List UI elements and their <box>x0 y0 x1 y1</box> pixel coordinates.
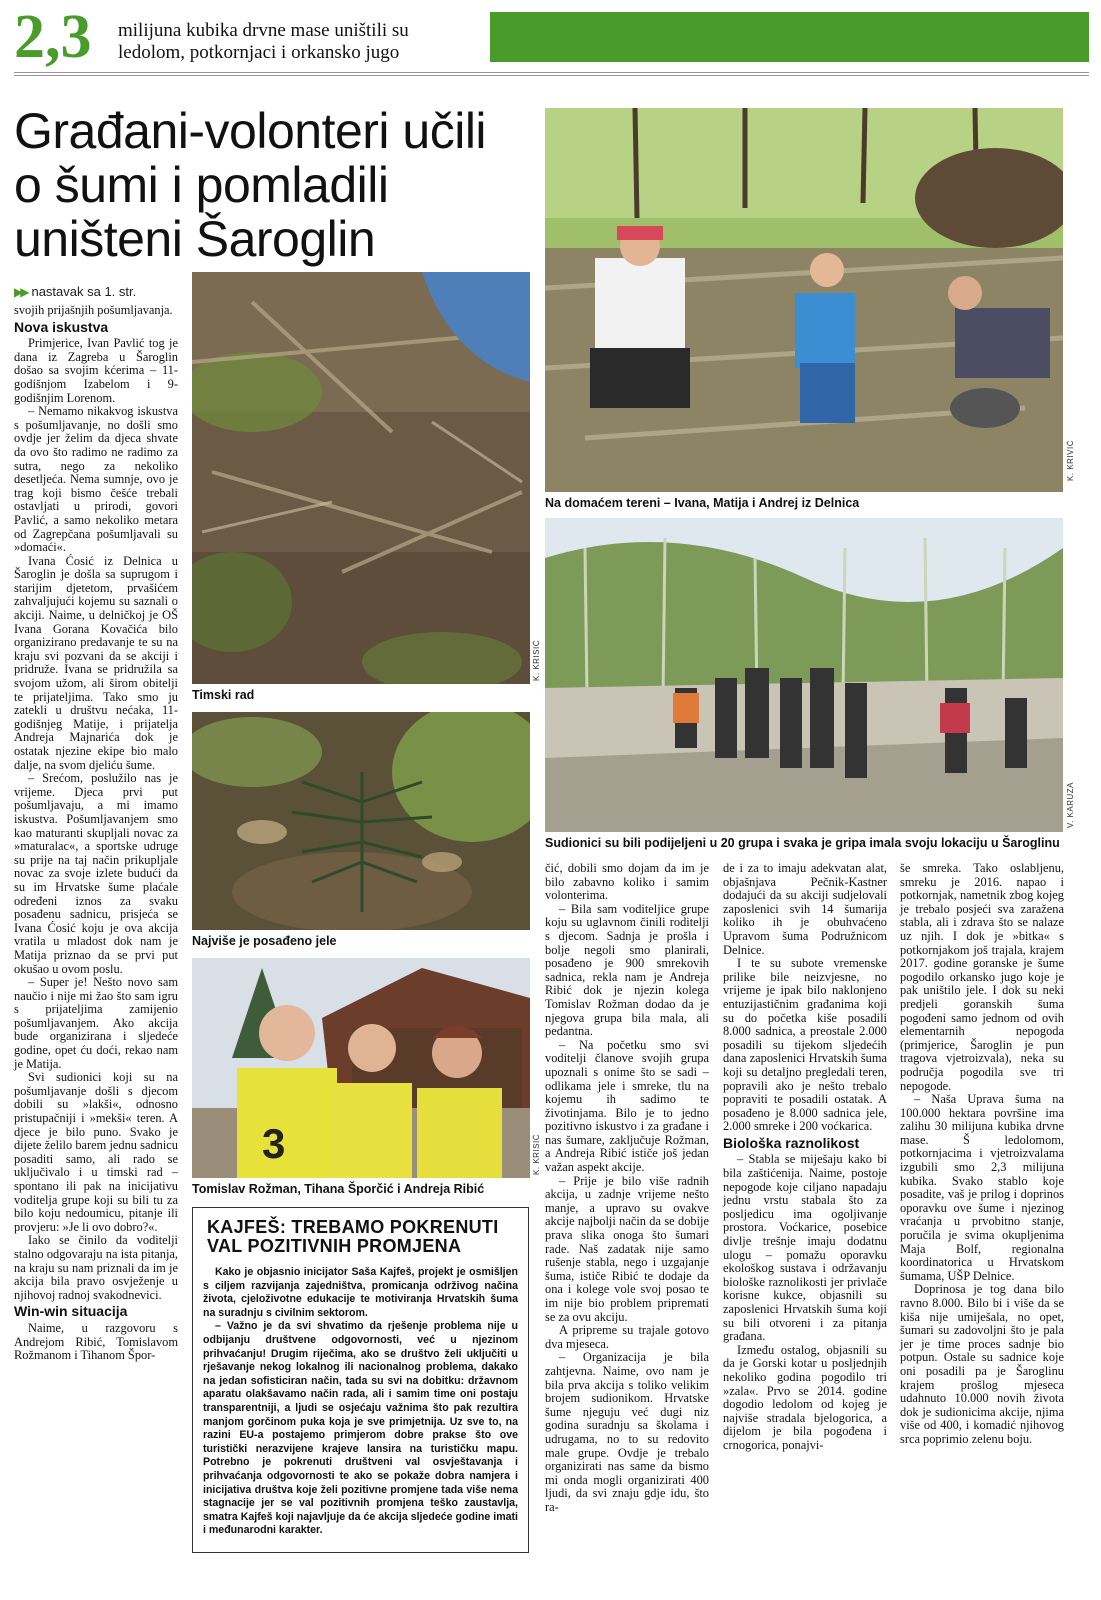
article-column-1 <box>14 304 178 1363</box>
svg-text:3: 3 <box>262 1120 286 1167</box>
photo-teamwork <box>192 272 530 684</box>
caption-participants: Sudionici su bili podijeljeni u 20 grupa i svaka je gripa imala svoju lokaciju u Šaroglinu <box>545 836 1060 850</box>
paragraph: Kako je objasnio inicijator Saša Kajfeš, projekt je osmišljen s ciljem razvijanja zajedništva, promicanja održivog načina života, cjeloživotne edukacije te motiviranja Hrvatskih šuma na suradnju s civilnim sektorom. <box>203 1266 518 1319</box>
caption-teamwork: Timski rad <box>192 688 255 702</box>
continued-label: nastavak sa 1. str. <box>31 284 137 299</box>
paragraph: Primjerice, Ivan Pavlić tog je dana iz Zagreba u Šaroglin došao sa svojim kćerima – 11-godišnjom Izabelom i 9-godišnjim Lorenom. <box>14 336 178 405</box>
paragraph: – Prije je bilo više radnih akcija, u zadnje vrijeme nešto manje, a upravo su ovakve akcije najbolji način da se dobije prava slika onoga što šumari rade. Naš zadatak nije samo rušenje stabla, nego i uzgajanje šuma, ističe Ribić te dodaje da ona i kolege vole svoj posao te im nije bio problem pripremati se za ovu akciju. <box>545 1173 709 1324</box>
paragraph: – Stabla se miješaju kako bi bila zaštićenija. Naime, postoje nepogode koje ciljano napadaju jednu vrstu stabala što za posljedicu ima ogoljivanje prostora. Voćkarice, posebice divlje trešnje imaju dodatnu ulogu – pomažu oporavku ekološkog sustava i održavanju biološke raznolikosti jer privlače korisne kukce, objasnili su zaposlenici Hrvatskih šuma koji su bili otvoreni i za pitanja građana. <box>723 1152 887 1344</box>
photo-volunteers-planting <box>545 108 1063 492</box>
paragraph: de i za to imaju adekvatan alat, objašnjava Pečnik-Kastner dodajući da su akciji sudjelovali zaposlenici svih 14 šumarija koliko ih je obuhvaćeno Upravom šuma Podružnicom Delnice. <box>723 861 887 957</box>
box-title-line: VAL POZITIVNIH PROMJENA <box>207 1236 462 1256</box>
paragraph: – Srećom, poslužilo nas je vrijeme. Djeca prvi put pošumljavaju, a mi imamo iskustva. Pošumljavanjem smo kao maturanti skupljali novac za »maturalac«, a sportske udruge su prije na taj način prikupljale novac za svoje izlete budući da su im Hrvatske šume plaćale određeni iznos za svaku posađenu sadnicu, prisjeća se Ivana Ćosić koju je ova akcija vratila u mladost dok nam je Matija priznao da se prvi put okušao u ovom poslu. <box>14 771 178 976</box>
headline-number-subtitle <box>118 20 478 64</box>
article-column-5 <box>900 862 1064 1447</box>
paragraph: A pripreme su trajale gotovo dva mjeseca. <box>545 1323 709 1351</box>
headline-line: o šumi i pomladili <box>14 157 389 213</box>
photo-credit: K. KRIVIĆ <box>1066 440 1075 481</box>
continued-from <box>14 284 136 299</box>
caption-people: Tomislav Rožman, Tihana Šporčić i Andreja Ribić <box>192 1182 485 1196</box>
subheading: Biološka raznolikost <box>723 1134 860 1151</box>
paragraph: – Važno je da svi shvatimo da rješenje problema nije u odbijanju društvene odgovornosti, već u njezinom prihvaćanju! Drugim riječima, ako se društvo želi uključiti u rješavanje nekog lokalnog ili nacionalnog problema, dakako na jedan sofisticiran način, tada su svi na dobitku: državnom aparatu olakšavamo način rada, ali i samim time oni postaju transparentniji, a ljudi se osjećaju važnima što pak rezultira manjom gorčinom puka koja je sve primjetnija. Uz sve to, na razini EU-a postajemo primjerom dobre prakse što ove turistički nerazvijene krajeve lansira na turističku mapu. Potrebno je pokrenuti društveni val osvještavanja i prihvaćanja odgovornosti te ako se pokaže dobra namjera i inicijativa društva koje želi pozitivne promjene tada više nema stagnacije jer se val pozitivnih promjena teško zaustavlja, smatra Kajfeš koji najavljuje da će akcija sljedeće godine imati i međunarodni karakter. <box>203 1320 518 1537</box>
paragraph: Iako se činilo da voditelji stalno odgovaraju na ista pitanja, na kraju su nam priznali da im je akcija bila pravo osvježenje u njihovoj radnoj svakodnevici. <box>14 1233 178 1302</box>
headline-line: Građani-volonteri učili <box>14 103 487 159</box>
paragraph: Svi sudionici koji su na pošumljavanje došli s djecom dobili su »lakši«, odnosno pristupačniji i »mekši« teren. A djece je bilo puno. Svako je dijete želilo barem jednu sadnicu posaditi samo, ali rado se uključivalo i u timski rad – spontano ili pak na inicijativu voditelja grupe koji su bili tu za bilo koju nedoumicu, pitanje ili provjeru: »Je li ovo dobro?«. <box>14 1070 178 1234</box>
paragraph: – Naša Uprava šuma na 100.000 hektara površine ima zalihu 30 milijuna kubika drvne mase. Š ledolomom, potkornjacima i vjetroizvalama izgubili smo 2,3 milijuna kubika. Svako stablo koje posadite, vaš je prilog i doprinos oporavku ove šume i njezinog vraćanja u prvobitno stanje, poručila je svima okupljenima Maja Bolf, regionalna koordinatorica u Hrvatskom šumama, UŠP Delnice. <box>900 1092 1064 1283</box>
caption-fir: Najviše je posađeno jele <box>192 934 337 948</box>
paragraph: – Nemamo nikakvog iskustva s pošumljavanje, no došli smo ovdje jer želim da djeca shvate da ovo što radimo ne radimo za sutra, nego za nekoliko desetljeća. Nema sumnje, ovo je trag koji bismo češće trebali ostavljati u prirodi, govori Pavlić, a samo nekoliko metara od Zagrepčana pošumljavali su »domaći«. <box>14 404 178 555</box>
article-headline <box>14 104 544 266</box>
double-arrow-icon: ▶▶ <box>14 285 27 299</box>
paragraph: – Na početku smo svi voditelji članove svojih grupa upoznali s onime što se sadi – odlikama jele i smreke, tlu na kojemu ih sadimo te životinjama. Bilo je to jedno pozitivno iskustvo i za građane i nas šumare, zaključuje Rožman, a Andreja Ribić ističe još jedan važan aspekt akcije. <box>545 1037 709 1175</box>
subtitle-line: milijuna kubika drvne mase uništili su <box>118 20 409 41</box>
box-title-line: KAJFEŠ: TREBAMO POKRENUTI <box>207 1217 499 1237</box>
article-column-4 <box>723 862 887 1453</box>
subheading: Win-win situacija <box>14 1303 128 1320</box>
paragraph: Između ostalog, objasnili su da je Gorski kotar u posljednjih nekoliko godina pogodilo tri »zala«. Prvo se 2014. godine dogodio ledolom od kojeg je najviše stradala bjelogorica, a dijelom je bila pogođena i crnogorica, ponajvi- <box>723 1342 887 1452</box>
photo-participants-groups <box>545 518 1063 832</box>
paragraph: Naime, u razgovoru s Andrejom Ribić, Tomislavom Rožmanom i Tihanom Špor- <box>14 1320 178 1363</box>
paragraph: – Bila sam voditeljice grupe koju su uglavnom činili roditelji s djecom. Sadnja je prošla i bolje negoli smo planirali, posađeno je 900 smrekovih sadnica, rekla nam je Andreja Ribić dok je njezin kolega Tomislav Rožman dodao da je njegova grupa bila mala, ali pedantna. <box>545 901 709 1039</box>
subheading: Nova iskustva <box>14 318 109 335</box>
photo-credit: V. KARUZA <box>1066 782 1075 828</box>
box-title <box>207 1218 518 1256</box>
photo-credit: K. KRISIĆ <box>532 1134 541 1175</box>
paragraph: še smreka. Tako oslabljenu, smreku je 2016. napao i potkornjak, nametnik zbog kojeg je trebalo posjeći sva zaražena stabla, ali i zdrava što se nalaze uz njih. I dok je »bitka« s potkornjakom još trajala, krajem 2017. godine goranske je šume pogodilo orkansko jugo koje je pak uništilo jele. I dok su neki predjeli goranskih šuma pogođeni samo jednom od ovih elementarnih nepogoda (primjerice, Šaroglin je pun tragova vjetroizvala), neka su područja pogodila sve tri nepogode. <box>900 861 1064 1093</box>
paragraph: I te su subote vremenske prilike bile neizvjesne, no vrijeme je ipak bilo naklonjeno entuzijastičnim građanima koji su do početka kiše posadili 8.000 sadnica, a preostale 2.000 posadili su tijekom sljedećih dana zaposlenici Hrvatskih šuma koji su detaljno pregledali teren, popravili ako je nešto trebalo popraviti te posadili ostatak. A posađeno je 8.000 sadnica jele, 2.000 smreke i 200 voćkarica. <box>723 956 887 1134</box>
headline-line: uništeni Šaroglin <box>14 211 376 267</box>
photo-three-foresters <box>192 958 530 1178</box>
paragraph: svojih prijašnjih pošumljavanja. <box>14 303 173 317</box>
article-column-3 <box>545 862 709 1515</box>
top-divider <box>14 72 1089 76</box>
paragraph: – Organizacija je bila zahtjevna. Naime, ovo nam je bila prva akcija s toliko velikim brojem sudionikom. Hrvatske šume njeguju već dugi niz godina suradnju sa školama i udrugama, no to su redovito male grupe. Ovdje je trebalo organizirati nas same da bismo mi onda mogli organizirati 400 ljudi, da svi znaju gdje idu, što ra- <box>545 1350 709 1514</box>
paragraph: Doprinosa je tog dana bilo ravno 8.000. Bilo bi i više da se kiša nije umiješala, no opet, šumari su zadovoljni što je pala jer je time proces sadnje bio potpun. Ostale su sadnice koje oni posadili pa je Šaroglinu krajem prošlog mjeseca udahnuto 10.000 novih života dok je sudionicima akcije, njima više od 400, i komadić njihovog srca poprimio zelenu boju. <box>900 1282 1064 1446</box>
paragraph: – Super je! Nešto novo sam naučio i nije mi žao što sam igru s prijateljima zamijenio pošumljavanjem. Ako akcija bude organizirana i sljedeće godine, opet ću doći, rekao nam je Matija. <box>14 975 178 1071</box>
caption-home-terrain: Na domaćem tereni – Ivana, Matija i Andrej iz Delnica <box>545 496 860 510</box>
sidebar-box <box>192 1207 529 1553</box>
box-body <box>203 1266 518 1538</box>
paragraph: Ivana Ćosić iz Delnica u Šaroglin je došla sa suprugom i starijim djetetom, prvašićem zahvaljujući kojemu su saznali o akciji. Naime, u delničkoj je OŠ Ivana Gorana Kovačića bilo organizirano predavanje te su na kraju svi pozvani da se akciji i pridruže. Ivana se pridružila sa svojom užom, ali širom obitelji te prijateljima. Tako smo ju zatekli u društvu nećaka, 11-godišnjeg Matije, i prijatelja Andreja Majnarića dok je ostatak njezine ekipe bio malo dalje, na svom djeliću šume. <box>14 553 178 772</box>
headline-number: 2,3 <box>14 3 92 71</box>
photo-fir-seedling <box>192 712 530 930</box>
photo-credit: K. KRISIĆ <box>532 640 541 681</box>
paragraph: čić, dobili smo dojam da im je bilo zabavno koliko i samim volonterima. <box>545 861 709 903</box>
subtitle-line: ledolom, potkornjaci i orkansko jugo <box>118 42 400 63</box>
green-banner <box>490 12 1089 62</box>
